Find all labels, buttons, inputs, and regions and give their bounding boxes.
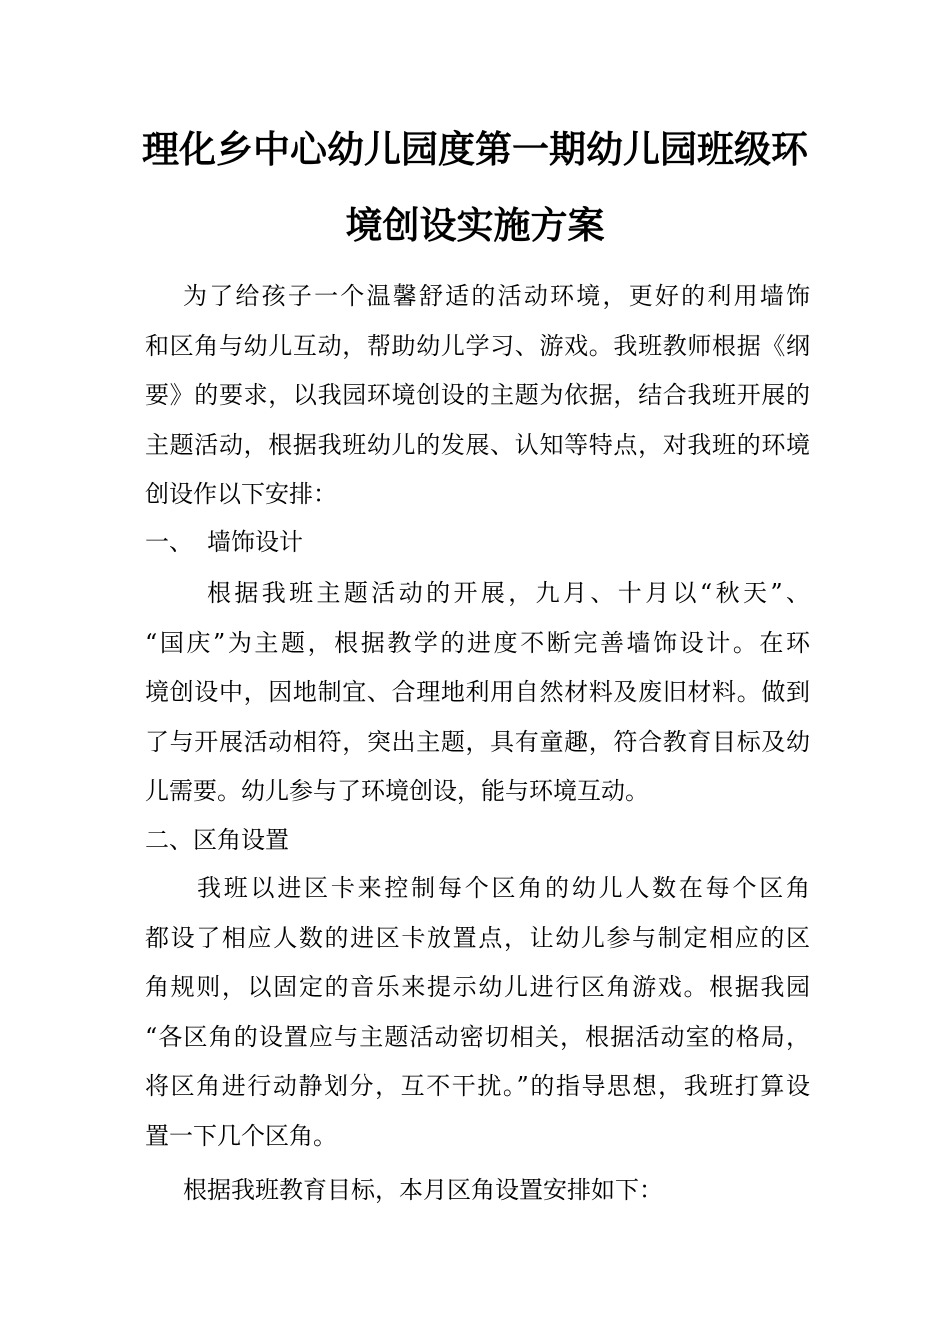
section-heading-text: 墙饰设计 <box>207 528 303 556</box>
section-heading-area-setup: 二、区角设置 <box>145 826 289 854</box>
intro-paragraph <box>145 272 810 520</box>
document-title-line-2: 境创设实施方案 <box>345 204 605 247</box>
section-heading-wall-decoration <box>145 524 303 560</box>
section2-line: 都设了相应人数的进区卡放置点，让幼儿参与制定相应的区 <box>145 923 810 952</box>
intro-line: 主题活动，根据我班幼儿的发展、认知等特点，对我班的环境 <box>145 430 810 459</box>
section2-line: “各区角的设置应与主题活动密切相关，根据活动室的格局， <box>145 1022 810 1051</box>
section-number: 一、 <box>145 528 193 556</box>
intro-line: 要》的要求，以我园环境创设的主题为依据，结合我班开展的 <box>145 381 810 410</box>
intro-line: 为了给孩子一个温馨舒适的活动环境，更好的利用墙饰 <box>183 282 810 310</box>
intro-line: 创设作以下安排： <box>145 480 337 509</box>
section1-line: “国庆”为主题，根据教学的进度不断完善墙饰设计。在环 <box>145 628 810 657</box>
section2-line: 角规则，以固定的音乐来提示幼儿进行区角游戏。根据我园 <box>145 973 810 1002</box>
section1-paragraph <box>145 569 810 817</box>
section2-line: 将区角进行动静划分，互不干扰。”的指导思想，我班打算设 <box>145 1072 810 1101</box>
section2-paragraph <box>145 864 810 1162</box>
section1-line: 儿需要。幼儿参与了环境创设，能与环境互动。 <box>145 777 649 806</box>
intro-line: 和区角与幼儿互动，帮助幼儿学习、游戏。我班教师根据《纲 <box>145 331 810 360</box>
section1-line: 了与开展活动相符，突出主题，具有童趣，符合教育目标及幼 <box>145 727 810 756</box>
section1-line: 境创设中，因地制宜、合理地利用自然材料及废旧材料。做到 <box>145 678 810 707</box>
document-title-line-1: 理化乡中心幼儿园度第一期幼儿园班级环 <box>142 128 808 171</box>
closing-line: 根据我班教育目标，本月区角设置安排如下： <box>183 1176 663 1204</box>
closing-paragraph <box>145 1166 810 1216</box>
section2-line: 我班以进区卡来控制每个区角的幼儿人数在每个区角 <box>197 874 810 902</box>
section2-line: 置一下几个区角。 <box>145 1121 337 1150</box>
section1-line: 根据我班主题活动的开展，九月、十月以“秋天”、 <box>207 579 810 607</box>
